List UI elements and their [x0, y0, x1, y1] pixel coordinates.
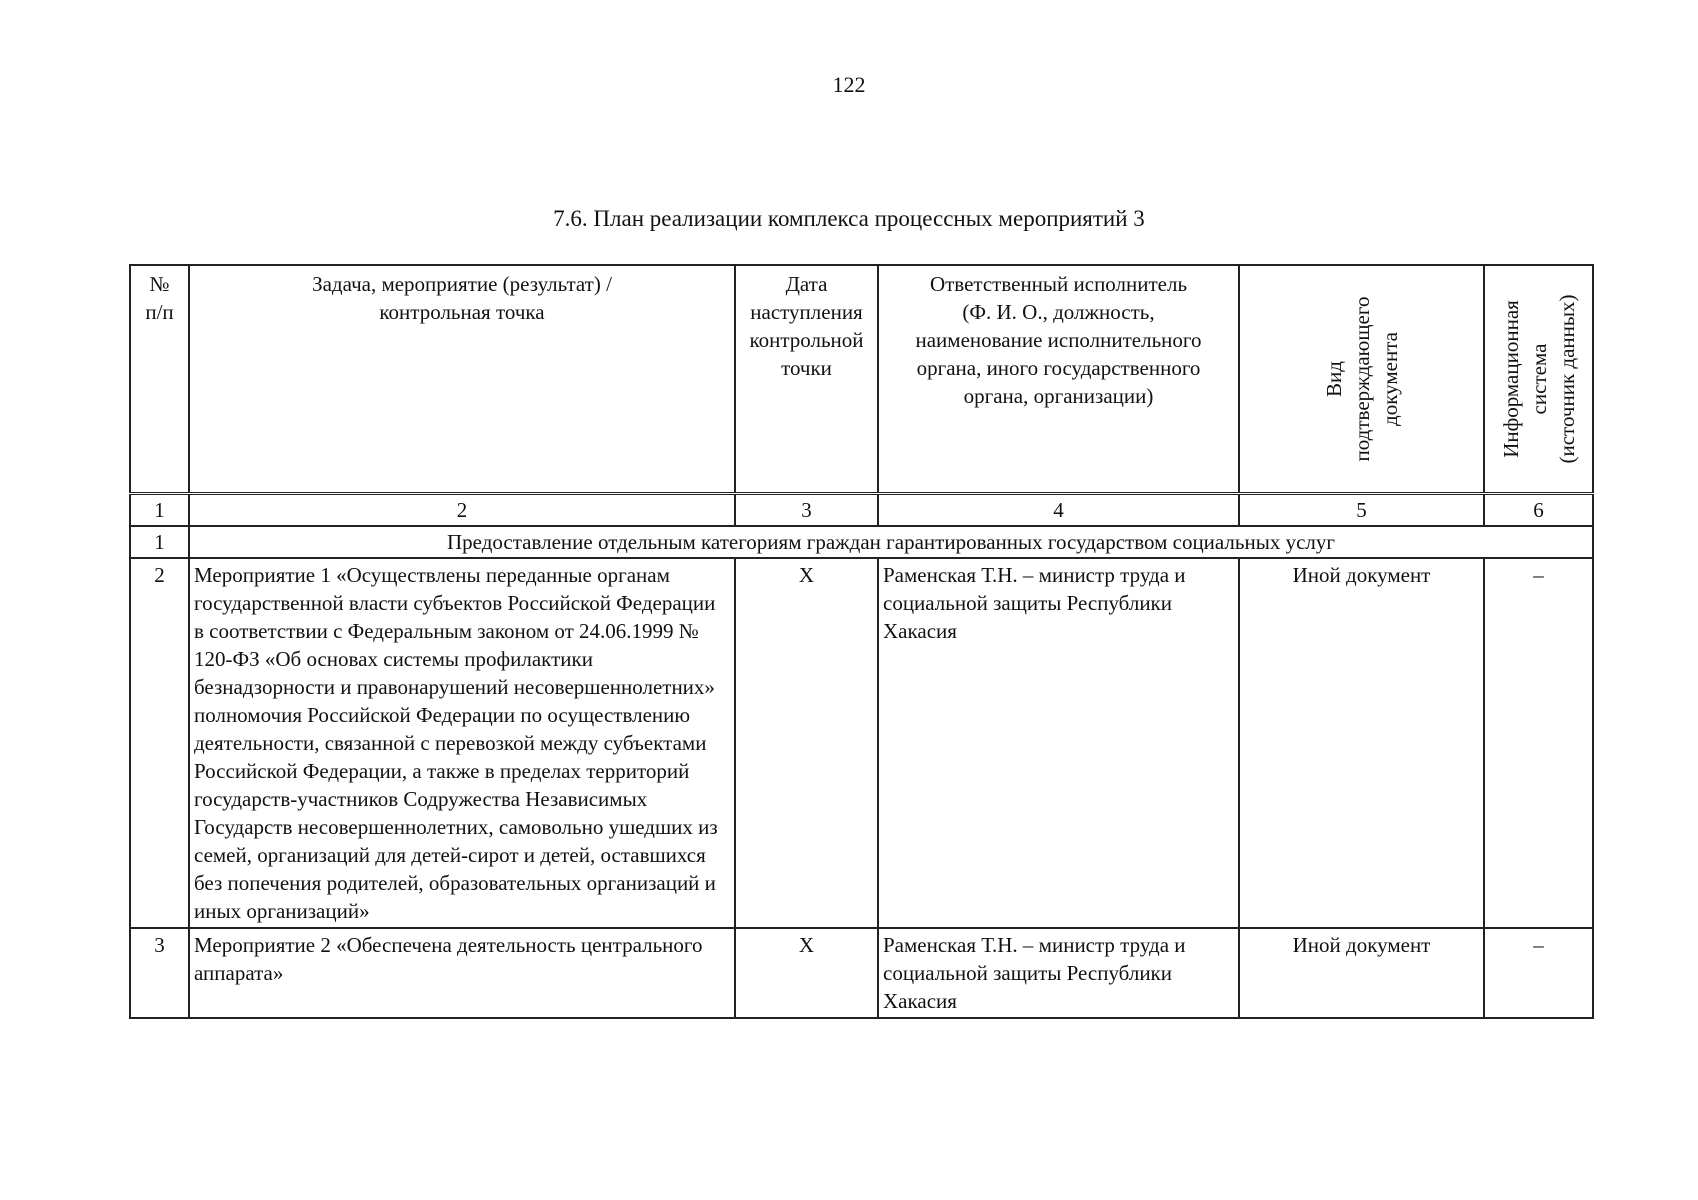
header-task-label: Задача, мероприятие (результат) / контрольная точка	[312, 272, 612, 324]
section-number: 1	[130, 526, 189, 558]
page-number: 122	[832, 72, 866, 97]
header-document-label: Вид подтверждающего документа	[1321, 296, 1402, 462]
row-system: –	[1484, 928, 1593, 1018]
row-document: Иной документ	[1239, 928, 1484, 1018]
header-task	[189, 265, 735, 494]
column-number: 1	[130, 494, 189, 527]
column-number: 3	[735, 494, 878, 527]
row-date: Х	[735, 558, 878, 928]
row-responsible: Раменская Т.Н. – министр труда и социальной защиты Республики Хакасия	[878, 928, 1239, 1018]
table-header-row	[130, 265, 1593, 494]
section-row	[130, 526, 1593, 558]
row-document: Иной документ	[1239, 558, 1484, 928]
table-row	[130, 558, 1593, 928]
document-title: 7.6. План реализации комплекса процессных мероприятий 3	[553, 206, 1145, 231]
row-system: –	[1484, 558, 1593, 928]
column-number: 6	[1484, 494, 1593, 527]
header-responsible-label: Ответственный исполнитель (Ф. И. О., должность, наименование исполнительного органа, иного государственного органа, организации)	[915, 272, 1202, 408]
row-date: Х	[735, 928, 878, 1018]
column-number: 5	[1239, 494, 1484, 527]
plan-table	[129, 264, 1594, 1019]
row-task: Мероприятие 1 «Осуществлены переданные органам государственной власти субъектов Российской Федерации в соответствии с Федеральным законом от 24.06.1999 № 120-ФЗ «Об основах системы профилактики безнадзорности и правонарушений несовершеннолетних» полномочия Российской Федерации по осуществлению деятельности, связанной с перевозкой между субъектами Российской Федерации, а также в пределах территорий государств-участников Содружества Независимых Государств несовершеннолетних, самовольно ушедших из семей, организаций для детей-сирот и детей, оставшихся без попечения родителей, образовательных организаций и иных организаций»	[189, 558, 735, 928]
header-date	[735, 265, 878, 494]
header-system-label: Информационная система (источник данных)	[1498, 294, 1579, 464]
row-number: 2	[130, 558, 189, 928]
column-number-row	[130, 494, 1593, 527]
column-number: 4	[878, 494, 1239, 527]
header-date-label: Дата наступления контрольной точки	[749, 272, 864, 380]
row-task: Мероприятие 2 «Обеспечена деятельность центрального аппарата»	[189, 928, 735, 1018]
row-number: 3	[130, 928, 189, 1018]
header-system	[1484, 265, 1593, 494]
header-responsible	[878, 265, 1239, 494]
column-number: 2	[189, 494, 735, 527]
header-number	[130, 265, 189, 494]
header-number-label: № п/п	[145, 272, 174, 324]
row-responsible: Раменская Т.Н. – министр труда и социальной защиты Республики Хакасия	[878, 558, 1239, 928]
header-document	[1239, 265, 1484, 494]
section-title: Предоставление отдельным категориям граждан гарантированных государством социальных услуг	[189, 526, 1593, 558]
table-row	[130, 928, 1593, 1018]
